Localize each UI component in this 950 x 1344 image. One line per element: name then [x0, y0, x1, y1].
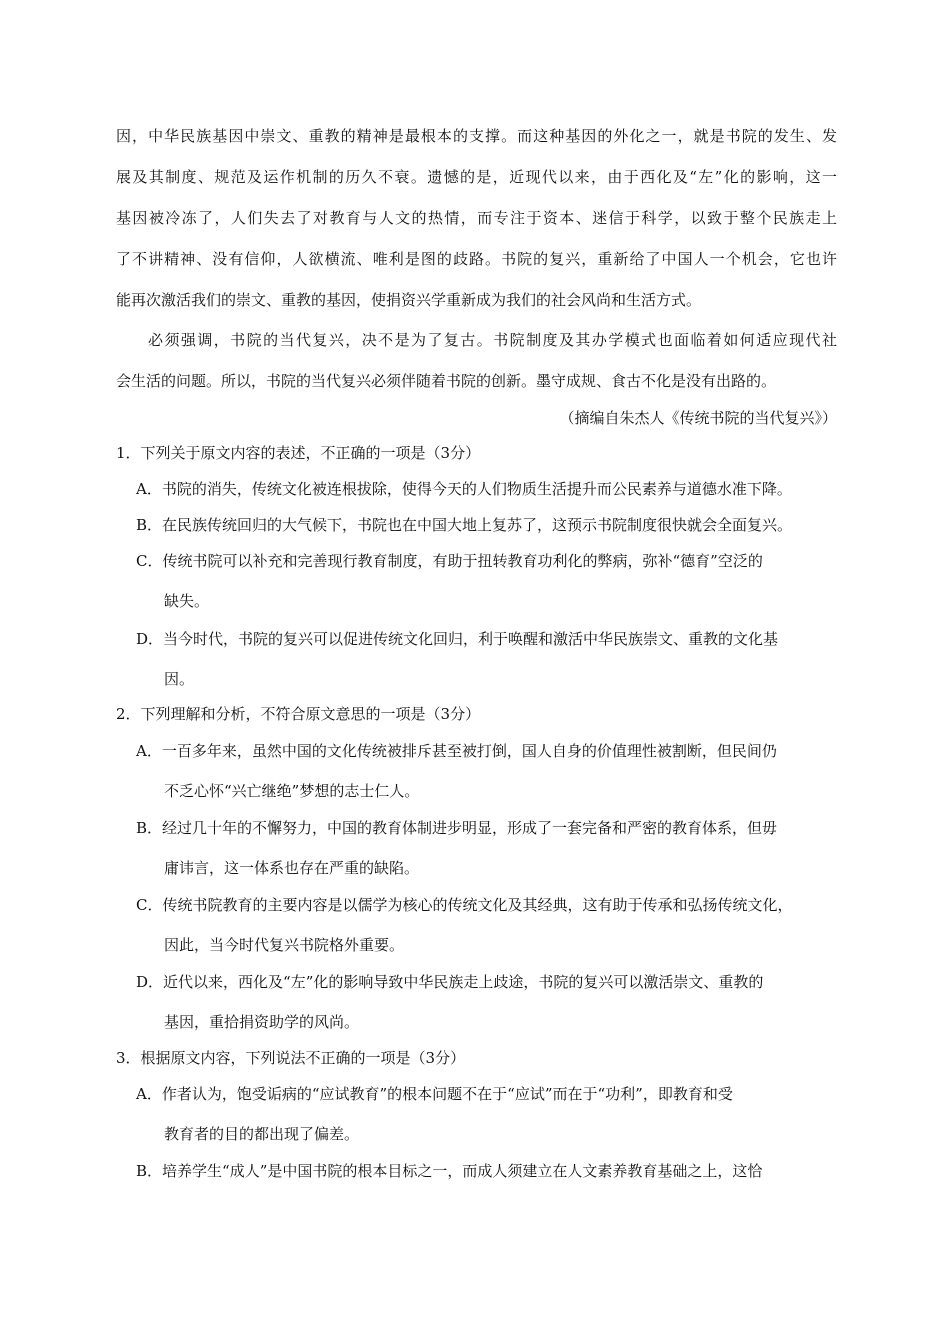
option-c-continuation: 因此，当今时代复兴书院格外重要。	[164, 936, 405, 954]
passage-line: 展及其制度、规范及运作机制的历久不衰。遗憾的是，近现代以来，由于西化及“左”化的影响，这一	[116, 168, 837, 186]
option-c-continuation: 缺失。	[164, 592, 210, 610]
option-d-continuation: 因。	[164, 670, 195, 688]
question-stem: 3．根据原文内容，下列说法不正确的一项是（3分）	[116, 1049, 466, 1067]
option-d: D．近代以来，西化及“左”化的影响导致中华民族走上歧途，书院的复兴可以激活崇文、重教的	[136, 973, 764, 991]
option-b-continuation: 庸讳言，这一体系也存在严重的缺陷。	[164, 859, 420, 877]
option-b: B．经过几十年的不懈努力，中国的教育体制进步明显，形成了一套完备和严密的教育体系，但毋	[136, 819, 778, 837]
passage-line: 能再次激活我们的崇文、重教的基因，使捐资兴学重新成为我们的社会风尚和生活方式。	[116, 291, 702, 309]
option-a: A．书院的消失，传统文化被连根拔除，使得今天的人们物质生活提升而公民素养与道德水准下降。	[136, 480, 792, 498]
option-d-continuation: 基因，重拾捐资助学的风尚。	[164, 1013, 360, 1031]
option-a: A．一百多年来，虽然中国的文化传统被排斥甚至被打倒，国人自身的价值理性被割断，但民间仍	[136, 742, 777, 760]
option-c: C．传统书院可以补充和完善现行教育制度，有助于扭转教育功利化的弊病，弥补“德育”空泛的	[136, 552, 763, 570]
option-a: A．作者认为，饱受诟病的“应试教育”的根本问题不在于“应试”而在于“功利”，即教育和受	[136, 1085, 733, 1103]
passage-line: 基因被冷冻了，人们失去了对教育与人文的热情，而专注于资本、迷信于科学，以致于整个民族走上	[116, 209, 837, 227]
passage-line: 因，中华民族基因中崇文、重教的精神是最根本的支撑。而这种基因的外化之一，就是书院的发生、发	[116, 127, 837, 145]
option-b: B．培养学生“成人”是中国书院的根本目标之一，而成人须建立在人文素养教育基础之上，这恰	[136, 1162, 763, 1180]
passage-line: 会生活的问题。所以，书院的当代复兴必须伴随着书院的创新。墨守成规、食古不化是没有出路的。	[116, 372, 777, 390]
source-citation: （摘编自朱杰人《传统书院的当代复兴》）	[559, 409, 837, 427]
question-stem: 2．下列理解和分析，不符合原文意思的一项是（3分）	[116, 705, 481, 723]
question-stem: 1．下列关于原文内容的表述，不正确的一项是（3分）	[116, 444, 481, 462]
option-b: B．在民族传统回归的大气候下，书院也在中国大地上复苏了，这预示书院制度很快就会全面复兴。	[136, 516, 793, 534]
option-d: D．当今时代，书院的复兴可以促进传统文化回归，利于唤醒和激活中华民族崇文、重教的文化基	[136, 630, 779, 648]
option-a-continuation: 不乏心怀“兴亡继绝”梦想的志士仁人。	[164, 782, 420, 800]
option-a-continuation: 教育者的目的都出现了偏差。	[164, 1125, 360, 1143]
option-c: C．传统书院教育的主要内容是以儒学为核心的传统文化及其经典，这有助于传承和弘扬传统文化，	[136, 896, 793, 914]
passage-line: 了不讲精神、没有信仰，人欲横流、唯利是图的歧路。书院的复兴，重新给了中国人一个机会，它也许	[116, 250, 837, 268]
passage-line: 必须强调，书院的当代复兴，决不是为了复古。书院制度及其办学模式也面临着如何适应现代社	[148, 331, 837, 349]
